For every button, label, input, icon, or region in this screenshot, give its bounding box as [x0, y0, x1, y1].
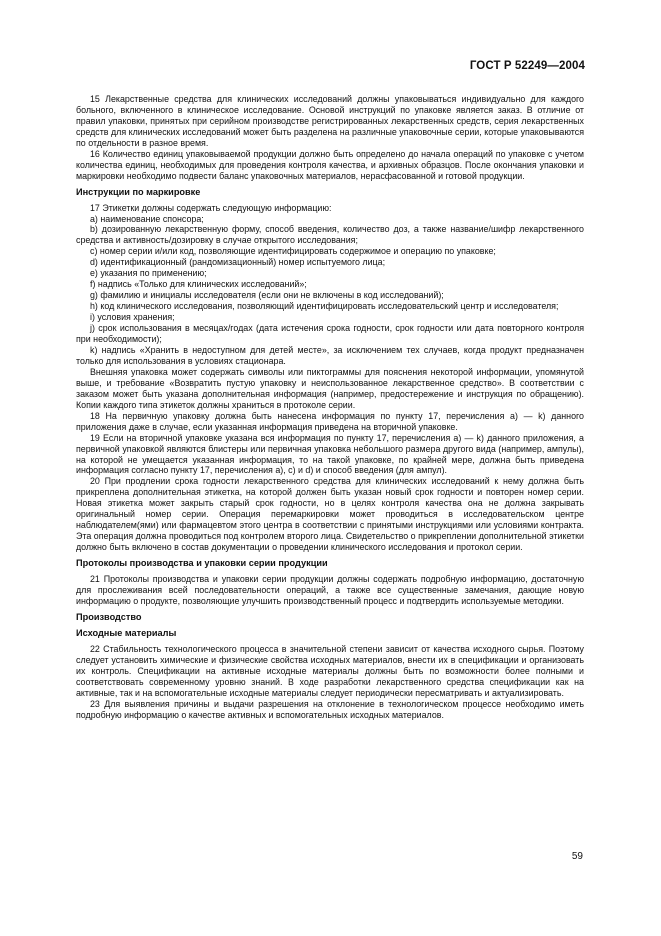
- list-item-j: j) срок использования в месяцах/годах (дата истечения срока годности, срок годности или дата повторного контроля при необходимости);: [76, 323, 584, 345]
- section-heading-production: Производство: [76, 611, 142, 622]
- paragraph-16: 16 Количество единиц упаковываемой продукции должно быть определено до начала операций по упаковке с учетом количества единиц, необходимых для проведения контроля качества, и архивных образцов. После окончания упаковки и маркировки необходимо подвести баланс упаковочных материалов, нерасфасованной и готовой продукции.: [76, 148, 584, 181]
- paragraph-21: 21 Протоколы производства и упаковки серии продукции должны содержать подробную информацию, достаточную для прослеживания всей последовательности операций, а также все существенные замечания, дающие новую информацию о продукте, позволяющие улучшить производственный процесс и подтвердить используемые методики.: [76, 574, 584, 606]
- list-item-f: f) надпись «Только для клинических исследований»;: [90, 279, 307, 290]
- document-standard-code: ГОСТ Р 52249—2004: [469, 60, 585, 72]
- list-item-b: b) дозированную лекарственную форму, способ введения, количество доз, а также название/шифр лекарственного средства и активность/дозировку в случае открытого исследования;: [76, 224, 584, 246]
- paragraph-15: 15 Лекарственные средства для клинических исследований должны упаковываться индивидуально для каждого больного, включенного в клиническое исследование. Основой инструкций по упаковке является заказ. В отличие от правил упаковки, принятых при серийном производстве регистрированных лекарственных средств, серия лекарственных средств для клинических исследований может быть разделена на различные упаковочные серии, которые упаковываются по отдельности в разное время.: [76, 94, 584, 148]
- list-item-d: d) идентификационный (рандомизационный) номер испытуемого лица;: [90, 257, 386, 268]
- paragraph-19: 19 Если на вторичной упаковке указана вся информация по пункту 17, перечисления а) — k) данного приложения, а первичной упаковкой являются блистеры или первичная упаковка небольшого размера другого вида (например, ампулы), на которой не умещается указанная информация, то на такой упаковке, по крайней мере, должна быть приведена информация согласно пункту 17, перечисления а), с) и d) и способ введения (для ампул).: [76, 432, 584, 476]
- list-item-k: k) надпись «Хранить в недоступном для детей месте», за исключением тех случаев, когда продукт предназначен только для использования в условиях стационара.: [76, 344, 584, 366]
- paragraph-18: 18 На первичную упаковку должна быть нанесена информация по пункту 17, перечисления а) — k) данного приложения даже в случае, если указанная информация приведена на вторичной упаковке.: [76, 410, 584, 432]
- section-heading-labeling: Инструкции по маркировке: [76, 186, 201, 197]
- section-heading-starting-materials: Исходные материалы: [76, 627, 177, 638]
- list-item-i: i) условия хранения;: [90, 312, 175, 323]
- paragraph-outer-packaging: Внешняя упаковка может содержать символы или пиктограммы для пояснения некоторой информации, упомянутой выше, и требование «Возвратить пустую упаковку и неиспользованное лекарственное средство». В соответствии с заказом может быть указана дополнительная информация (например, предостережение и инструкция по обращению). Копии каждого типа этикеток должны храниться в протоколе серии.: [76, 366, 584, 410]
- list-item-h: h) код клинического исследования, позволяющий идентифицировать исследовательский центр и исследователя;: [90, 301, 559, 312]
- paragraph-23: 23 Для выявления причины и выдачи разрешения на отклонение в технологическом процессе необходимо иметь подробную информацию о качестве активных и вспомогательных исходных материалов.: [76, 698, 584, 720]
- section-heading-batch-records: Протоколы производства и упаковки серии продукции: [76, 558, 328, 569]
- paragraph-20: 20 При продлении срока годности лекарственного средства для клинических исследований к нему должна быть прикреплена дополнительная этикетка, на которой должен быть указан новый срок годности и повторен номер серии. Новая этикетка может закрыть старый срок годности, но в целях контроля качества она не должна закрывать оригинальный номер серии. Операция перемаркировки может проводиться в исследовательском центре наблюдателем(ями) или фармацевтом этого центра в соответствии с принятыми инструкциями или условиями контракта. Эта операция должна проводиться под контролем второго лица. Свидетельство о прикреплении дополнительной этикетки должно быть включено в состав документации о проведении клинического исследования и протокол серии.: [76, 476, 584, 553]
- paragraph-22: 22 Стабильность технологического процесса в значительной степени зависит от качества исходного сырья. Поэтому следует установить химические и физические свойства исходных материалов, внести их в спецификации и организовать их контроль. Спецификации на активные исходные материалы должны быть по возможности более полными и соответствовать современному уровню знаний. В ходе разработки лекарственного средства спецификации как на активные, так и на вспомогательные исходные материалы следует периодически пересматривать и актуализировать.: [76, 643, 584, 698]
- page-number: 59: [571, 851, 583, 862]
- list-item-g: g) фамилию и инициалы исследователя (если они не включены в код исследований);: [90, 290, 444, 301]
- page-body: [76, 94, 584, 720]
- list-item-c: c) номер серии и/или код, позволяющие идентифицировать содержимое и операцию по упаковке;: [90, 246, 496, 257]
- list-item-e: e) указания по применению;: [90, 268, 207, 279]
- list-item-a: a) наименование спонсора;: [90, 213, 204, 224]
- paragraph-17: 17 Этикетки должны содержать следующую информацию:: [90, 202, 332, 213]
